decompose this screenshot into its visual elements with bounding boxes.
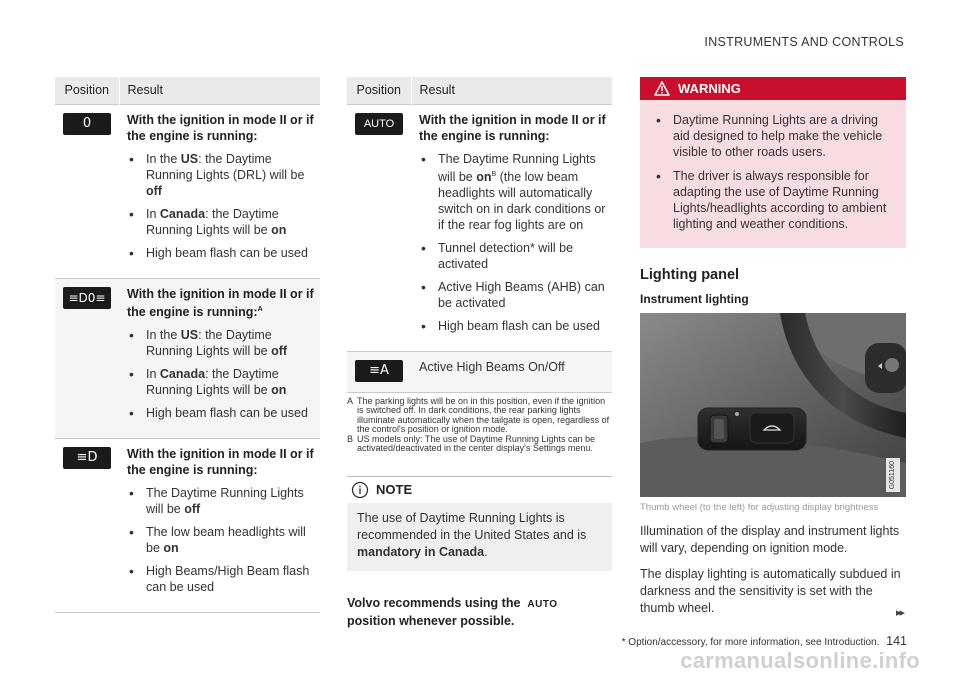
footer-note: * Option/accessory, for more information, see Introduction.: [621, 637, 880, 648]
watermark: carmanualsonline.info: [680, 648, 920, 673]
page-header: INSTRUMENTS AND CONTROLS: [704, 35, 904, 49]
col-result-header: Result: [411, 77, 612, 104]
footnotes: A The parking lights will be on in this position, even if the ignition is switched off. In dark conditions, the rear parking lights illuminate automatically when the tailgate is open, regardless of the control's position or ignition mode. B US models only: The use of Daytime Running Lights can be activated/deactivated in the center display's Settings menu.: [347, 395, 610, 454]
auto-position-icon: AUTO: [355, 113, 403, 135]
list-item: • In Canada: the Daytime Running Lights will be on: [127, 206, 314, 238]
position-table-2: [347, 77, 612, 630]
right-column: [640, 77, 906, 617]
row-lead: With the ignition in mode II or if the engine is running:: [419, 112, 606, 143]
recommendation: Volvo recommends using the AUTOposition whenever possible.: [347, 595, 612, 630]
col-result-header: Result: [119, 77, 320, 104]
warning-icon: [654, 81, 670, 96]
photo-code: G051160: [889, 460, 896, 489]
table-row: [55, 438, 320, 612]
photo-caption: Thumb wheel (to the left) for adjusting display brightness: [640, 502, 879, 513]
table-row: [347, 351, 612, 392]
list-item: • The Daytime Running Lights will be off: [127, 485, 314, 517]
row-lead: With the ignition in mode II or if the engine is running:: [127, 112, 314, 143]
page-number: 141: [886, 634, 907, 648]
list-item: • In the US: the Daytime Running Lights will be off: [127, 327, 314, 359]
warning-box: [640, 77, 906, 248]
low-beam-icon: ≡D: [63, 447, 111, 469]
col-position-header: Position: [55, 77, 119, 104]
list-item: • Tunnel detection* will be activated: [419, 240, 606, 272]
col-position-header: Position: [347, 77, 411, 104]
list-item: • High beam flash can be used: [127, 245, 314, 261]
table-row: [55, 104, 320, 278]
zero-position-icon: 0: [63, 113, 111, 135]
list-item: • High Beams/High Beam flash can be used: [127, 563, 314, 595]
row-lead: With the ignition in mode II or if the engine is running:$^A$: [127, 286, 314, 319]
position-table-1: [55, 77, 320, 613]
note-title: NOTE: [376, 481, 413, 497]
paragraph: Illumination of the display and instrument lights will vary, depending on ignition mode.: [640, 524, 900, 555]
section-heading: Lighting panel: [640, 267, 740, 283]
instrument-lighting-photo: [640, 313, 906, 497]
list-item: • High beam flash can be used: [419, 318, 606, 334]
active-high-beam-icon: ≡A: [355, 360, 403, 382]
table-row: [347, 104, 612, 351]
continue-arrows-icon: ▸▸: [895, 607, 903, 619]
parking-lights-icon: ≡D0≡: [63, 287, 111, 309]
table-row: [55, 278, 320, 438]
subsection-heading: Instrument lighting: [640, 292, 749, 306]
paragraph: The display lighting is automatically subdued in darkness and the sensitivity is set with the thumb wheel.: [640, 567, 901, 615]
list-item: • The Daytime Running Lights will be $on^B$ (the low beam headlights will automatically switch on in dark conditions or if the rear fog lights are on: [419, 151, 606, 233]
list-item: • High beam flash can be used: [127, 405, 314, 421]
list-item: • The low beam headlights will be on: [127, 524, 314, 556]
list-item: • In Canada: the Daytime Running Lights will be on: [127, 366, 314, 398]
list-item: • The driver is always responsible for adapting the use of Daytime Running Lights/headlights according to ambient lighting and weather conditions.: [654, 168, 896, 232]
note-text: The use of Daytime Running Lights is recommended in the United States and is mandatory in Canada.: [357, 510, 587, 559]
dashboard-illustration: [640, 313, 906, 497]
list-item: • In the US: the Daytime Running Lights (DRL) will be off: [127, 151, 314, 199]
list-item: • Daytime Running Lights are a driving aid designed to help make the vehicle visible to other roads users.: [654, 112, 896, 160]
info-icon: [351, 481, 369, 499]
note-box: [347, 476, 612, 571]
row-lead: With the ignition in mode II or if the engine is running:: [127, 446, 314, 477]
row-text: Active High Beams On/Off: [411, 351, 612, 392]
auto-symbol-icon: AUTO: [527, 598, 558, 610]
warning-title: WARNING: [678, 80, 741, 96]
list-item: • Active High Beams (AHB) can be activated: [419, 279, 606, 311]
